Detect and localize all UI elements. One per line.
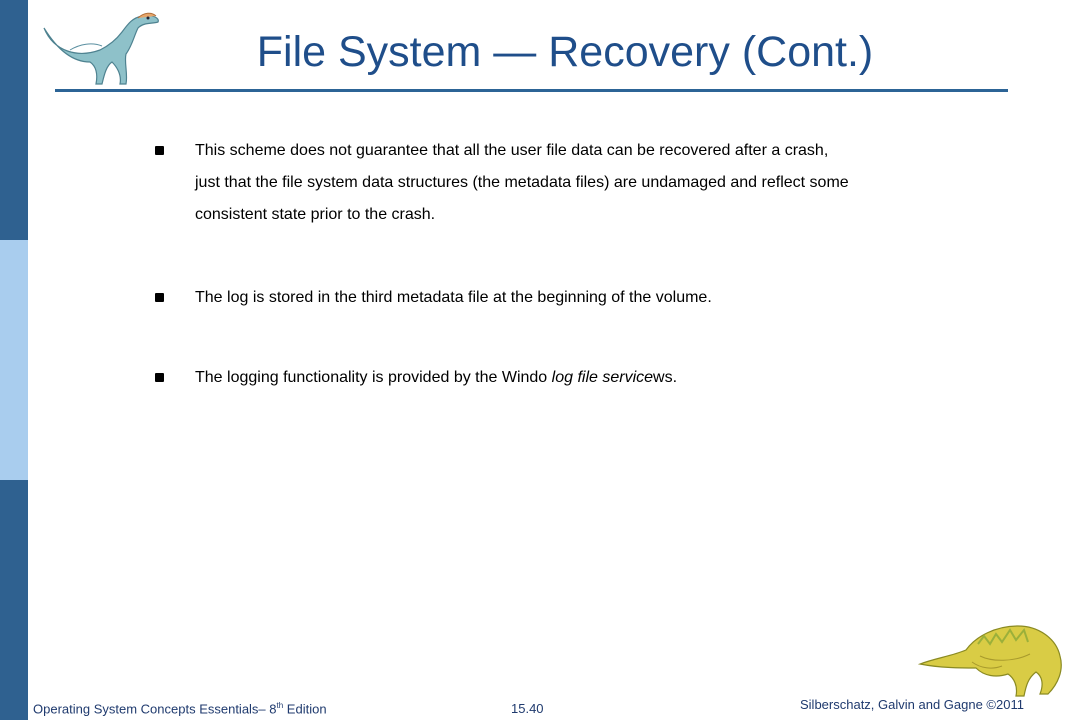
left-sidebar — [0, 0, 28, 720]
title-underline — [55, 89, 1008, 92]
slide-title: File System — Recovery (Cont.) — [256, 28, 874, 76]
sidebar-segment-middle — [0, 240, 28, 480]
footer-page-number: 15.40 — [511, 701, 544, 716]
footer-book-suffix: Edition — [283, 701, 327, 717]
dinosaur-logo-icon — [918, 618, 1073, 700]
footer-book-title — [33, 701, 327, 716]
bullet-marker — [155, 293, 164, 302]
bullet-line: just that the file system data structures (the metadata files) are undamaged and reflect some — [195, 174, 849, 191]
bullet-text-italic: log file service — [551, 369, 654, 386]
bullet-text — [195, 282, 955, 314]
bullet-text-regular: The logging functionality is provided by the Windo — [195, 369, 552, 386]
bullet-text — [195, 135, 955, 231]
sidebar-segment-bottom — [0, 480, 28, 720]
sidebar-segment-top — [0, 0, 28, 240]
bullet-text — [195, 362, 955, 394]
bullet-line: consistent state prior to the crash. — [195, 206, 436, 223]
bullet-text-regular: ws. — [653, 369, 678, 386]
bullet-line: This scheme does not guarantee that all the user file data can be recovered after a crash, — [195, 142, 829, 159]
footer-book-superscript: th — [276, 701, 284, 710]
bullet-line: The log is stored in the third metadata file at the beginning of the volume. — [195, 289, 712, 306]
bullet-marker — [155, 146, 164, 155]
bullet-marker — [155, 373, 164, 382]
footer-authors: Silberschatz, Galvin and Gagne ©2011 — [800, 697, 1024, 712]
bullet-line — [195, 362, 955, 394]
footer-book-text: Operating System Concepts Essentials– 8 — [33, 701, 277, 717]
